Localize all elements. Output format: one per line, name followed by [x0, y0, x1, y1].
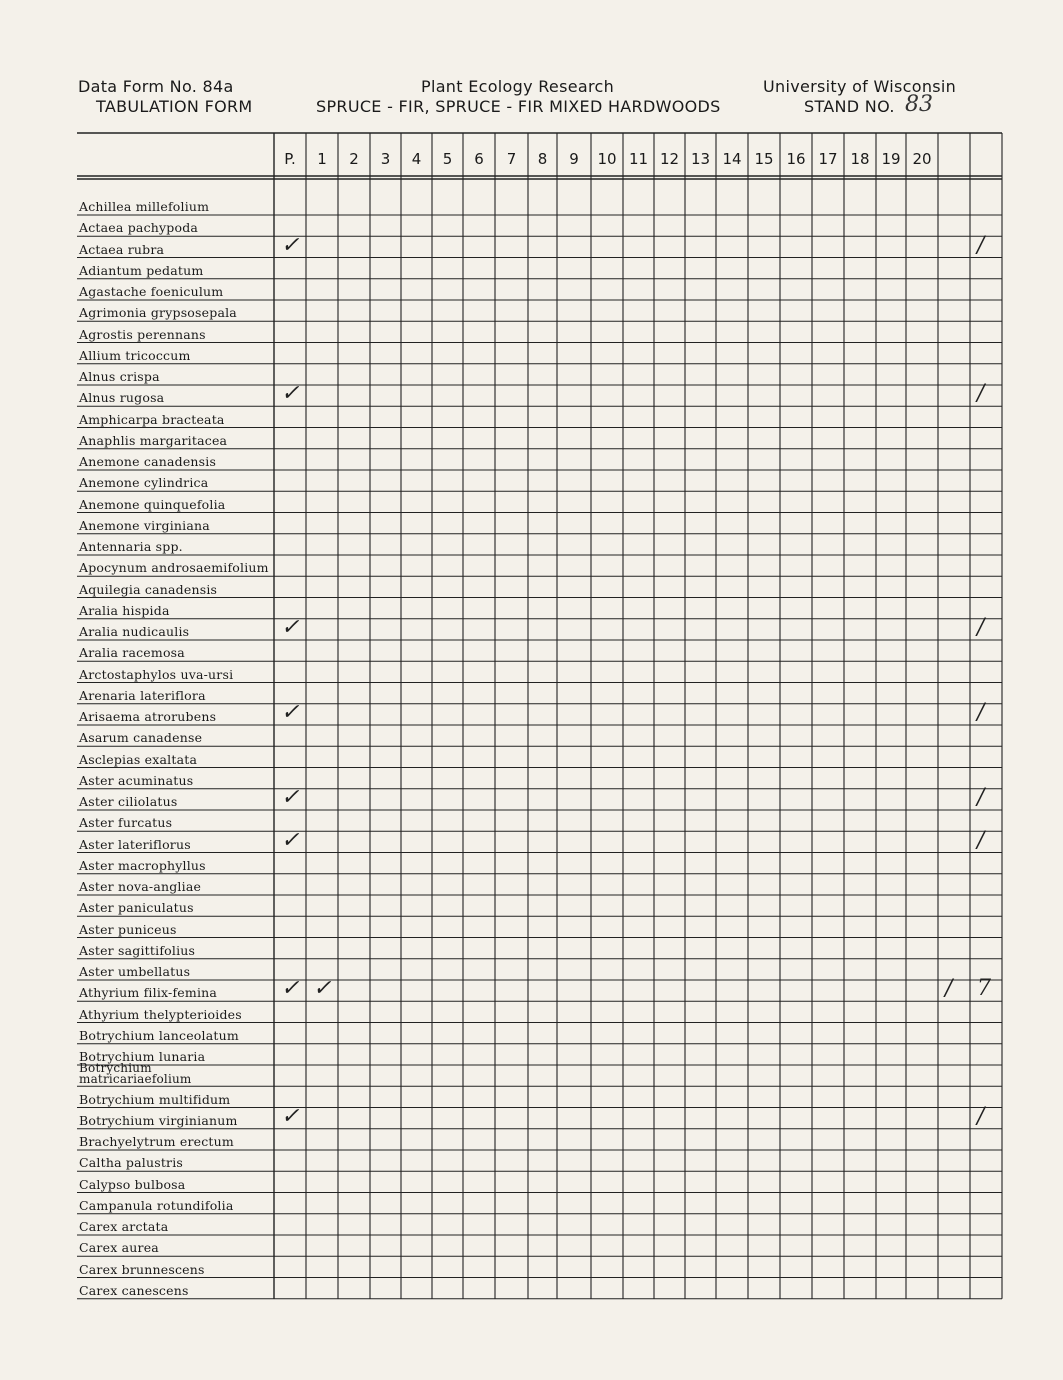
- tally-mark: ✓: [281, 785, 300, 810]
- tally-mark: ✓: [281, 615, 300, 640]
- tally-mark: /: [977, 381, 985, 407]
- form-subtitle: SPRUCE - FIR, SPRUCE - FIR MIXED HARDWOODS: [316, 97, 721, 116]
- column-header: 8: [537, 150, 548, 168]
- tally-mark: ✓: [281, 700, 300, 725]
- species-name: Carex canescens: [79, 1282, 189, 1298]
- species-name: Athyrium thelypterioides: [79, 1006, 242, 1022]
- tally-mark: ✓: [281, 232, 300, 258]
- species-name: Arenaria lateriflora: [79, 687, 206, 703]
- column-header: 10: [597, 150, 617, 168]
- species-name: Campanula rotundifolia: [79, 1197, 234, 1213]
- column-header: 15: [754, 150, 774, 168]
- species-name: Caltha palustris: [79, 1155, 184, 1171]
- column-header: 14: [722, 150, 742, 168]
- species-name: Asarum canadense: [79, 730, 203, 746]
- species-name: Arctostaphylos uva-ursi: [79, 666, 234, 682]
- form-number: Data Form No. 84a: [78, 77, 234, 96]
- column-header: 16: [786, 150, 806, 168]
- species-name: Calypso bulbosa: [79, 1176, 186, 1192]
- tally-mark: /: [977, 1103, 985, 1129]
- species-name: Carex arctata: [79, 1219, 169, 1234]
- column-header: 13: [690, 150, 711, 168]
- column-header: 7: [506, 150, 517, 168]
- species-name: Actaea pachypoda: [79, 220, 199, 236]
- tally-mark: /: [977, 615, 985, 640]
- species-name: Botrychium lunaria: [79, 1049, 206, 1064]
- tally-mark: ✓: [281, 827, 300, 853]
- tally-mark: ✓: [281, 381, 300, 407]
- species-name: Alnus rugosa: [79, 390, 165, 406]
- species-name: Aster puniceus: [79, 921, 177, 937]
- species-name: Alnus crispa: [79, 369, 160, 384]
- university: University of Wisconsin: [763, 77, 957, 96]
- column-header: 20: [912, 150, 932, 168]
- species-name: Aralia hispida: [79, 602, 170, 618]
- species-name: Carex aurea: [79, 1240, 159, 1256]
- species-name: Aster lateriflorus: [79, 836, 191, 852]
- column-header: 11: [628, 150, 649, 168]
- species-name: Botrychium multifidum: [79, 1091, 231, 1107]
- species-name: Anaphlis margaritacea: [79, 432, 228, 448]
- column-header: 2: [349, 150, 359, 168]
- species-name: Aster umbellatus: [79, 964, 191, 979]
- species-name: Agrostis perennans: [79, 326, 206, 342]
- species-name: Arisaema atrorubens: [79, 709, 217, 724]
- column-header: 3: [380, 150, 391, 168]
- column-header: 4: [411, 150, 422, 168]
- species-name: Aster sagittifolius: [79, 942, 196, 958]
- column-header: 5: [442, 150, 453, 168]
- species-name: Aster paniculatus: [79, 900, 194, 916]
- column-header: 19: [881, 150, 901, 168]
- column-header: 6: [474, 150, 484, 168]
- column-header: P.: [284, 150, 296, 168]
- stand-label: STAND NO.: [804, 97, 895, 116]
- species-name: Aralia racemosa: [79, 645, 185, 661]
- species-name: Aster acuminatus: [79, 772, 194, 788]
- species-name: Athyrium filix-femina: [79, 985, 218, 1001]
- species-name: Antennaria spp.: [79, 539, 183, 554]
- species-name: Brachyelytrum erectum: [79, 1134, 234, 1149]
- species-name: Achillea millefolium: [79, 199, 210, 214]
- species-name: Aster ciliolatus: [79, 794, 178, 809]
- tally-mark: /: [945, 976, 953, 1002]
- species-name: Anemone quinquefolia: [79, 496, 226, 512]
- tally-mark: ✓: [281, 1103, 300, 1129]
- tally-mark: /: [977, 785, 985, 810]
- species-name: Botrychium matricariaefolium: [79, 1061, 192, 1087]
- column-header: 1: [317, 150, 327, 168]
- tally-mark: 7: [977, 976, 991, 1002]
- species-name: Botrychium lanceolatum: [79, 1027, 239, 1043]
- species-name: Actaea rubra: [79, 241, 165, 257]
- species-name: Agastache foeniculum: [79, 284, 224, 299]
- form-type: TABULATION FORM: [96, 97, 253, 116]
- species-name: Aquilegia canadensis: [79, 581, 218, 597]
- column-header: 18: [850, 150, 870, 168]
- column-header: 12: [659, 150, 680, 168]
- tally-mark: /: [977, 232, 985, 258]
- column-header: 9: [569, 150, 579, 168]
- column-header: 17: [818, 150, 838, 168]
- species-name: Aster macrophyllus: [79, 857, 206, 873]
- tally-mark: ✓: [313, 976, 332, 1002]
- species-name: Anemone cylindrica: [79, 475, 209, 491]
- tally-mark: ✓: [281, 976, 300, 1002]
- species-name: Amphicarpa bracteata: [79, 411, 225, 427]
- species-name: Anemone virginiana: [79, 517, 210, 533]
- species-name: Allium tricoccum: [79, 347, 191, 363]
- tally-mark: /: [977, 700, 985, 725]
- species-name: Botrychium virginianum: [79, 1112, 238, 1128]
- stand-number: 83: [905, 92, 933, 117]
- species-name: Aralia nudicaulis: [79, 624, 190, 639]
- species-name: Adiantum pedatum: [79, 262, 204, 278]
- species-name: Carex brunnescens: [79, 1261, 205, 1277]
- species-name: Apocynum androsaemifolium: [79, 560, 269, 576]
- species-name: Agrimonia grypsosepala: [79, 305, 237, 321]
- organization: Plant Ecology Research: [421, 77, 615, 96]
- species-name: Aster nova-angliae: [79, 879, 202, 894]
- tally-mark: /: [977, 827, 985, 853]
- species-name: Anemone canadensis: [79, 454, 217, 469]
- species-name: Asclepias exaltata: [79, 751, 198, 767]
- species-name: Aster furcatus: [79, 815, 173, 831]
